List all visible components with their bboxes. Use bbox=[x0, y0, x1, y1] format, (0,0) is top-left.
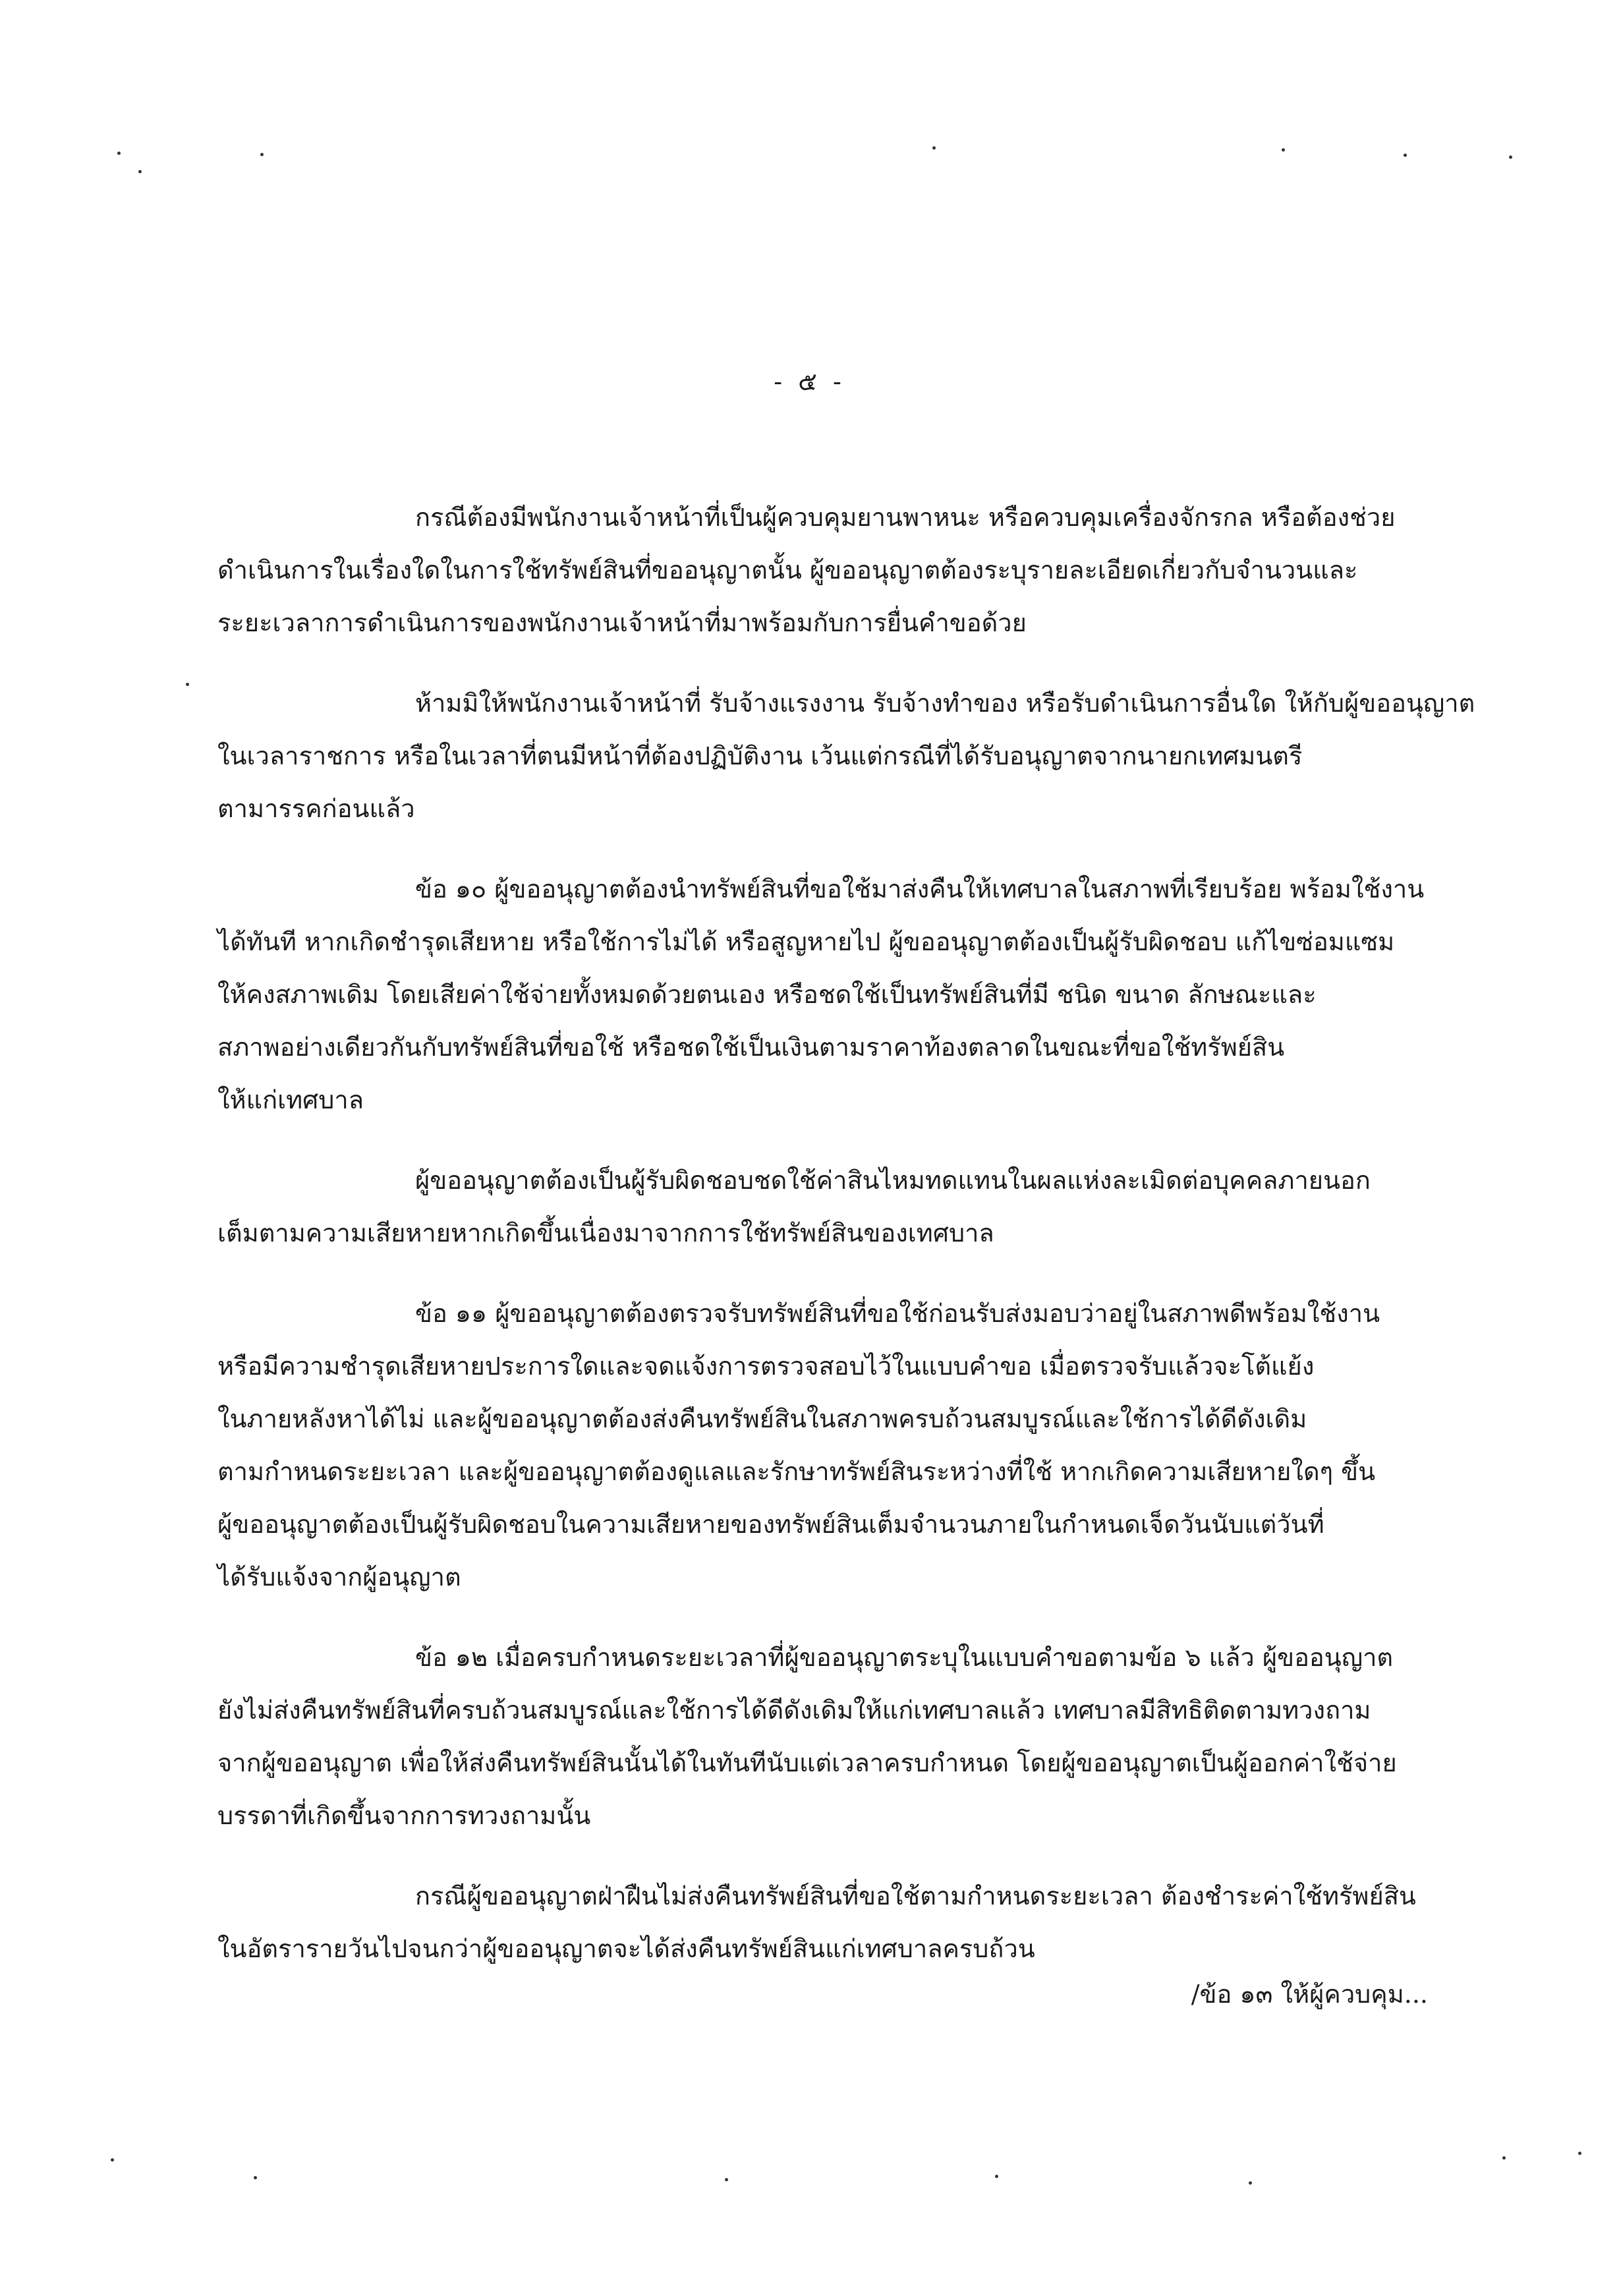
scan-speck bbox=[254, 2176, 257, 2179]
text-line: หรือมีความชำรุดเสียหายประการใดและจดแจ้งการตรวจสอบไว้ในแบบคำขอ เมื่อตรวจรับแล้วจะโต้แย้ง bbox=[217, 1352, 1315, 1381]
text-line: ยังไม่ส่งคืนทรัพย์สินที่ครบถ้วนสมบูรณ์และใช้การได้ดีดังเดิมให้แก่เทศบาลแล้ว เทศบาลมีสิทธิติดตามทวงถาม bbox=[217, 1696, 1371, 1725]
scan-speck bbox=[1578, 2152, 1581, 2155]
text-line: ข้อ ๑๐ ผู้ขออนุญาตต้องนำทรัพย์สินที่ขอใช้มาส่งคืนให้เทศบาลในสภาพที่เรียบร้อย พร้อมใช้งาน bbox=[415, 875, 1425, 904]
scan-speck bbox=[1404, 154, 1407, 157]
scan-speck bbox=[725, 2178, 728, 2181]
page-number: - ๕ - bbox=[774, 367, 845, 396]
text-line: จากผู้ขออนุญาต เพื่อให้ส่งคืนทรัพย์สินนั้นได้ในทันทีนับแต่เวลาครบกำหนด โดยผู้ขออนุญาตเป็นผู้ออกค่าใช้จ่าย bbox=[217, 1748, 1397, 1777]
scan-speck bbox=[260, 153, 264, 156]
text-line: ข้อ ๑๑ ผู้ขออนุญาตต้องตรวจรับทรัพย์สินที่ขอใช้ก่อนรับส่งมอบว่าอยู่ในสภาพดีพร้อมใช้งาน bbox=[415, 1299, 1380, 1328]
paragraph-officer-operator bbox=[217, 491, 1443, 649]
scan-speck bbox=[111, 2158, 114, 2162]
text-line: ในเวลาราชการ หรือในเวลาที่ตนมีหน้าที่ต้องปฏิบัติงาน เว้นแต่กรณีที่ได้รับอนุญาตจากนายกเทศมนตรี bbox=[217, 741, 1303, 770]
paragraph-clause-10 bbox=[217, 863, 1443, 1126]
scan-speck bbox=[932, 146, 936, 150]
text-line: ให้แก่เทศบาล bbox=[217, 1085, 364, 1114]
text-line: สภาพอย่างเดียวกันกับทรัพย์สินที่ขอใช้ หรือชดใช้เป็นเงินตามราคาท้องตลาดในขณะที่ขอใช้ทรัพย์สิน bbox=[217, 1033, 1285, 1062]
text-line: ผู้ขออนุญาตต้องเป็นผู้รับผิดชอบชดใช้ค่าสินไหมทดแทนในผลแห่งละเมิดต่อบุคคลภายนอก bbox=[415, 1166, 1371, 1195]
scan-speck bbox=[1509, 156, 1512, 159]
text-line: ในภายหลังหาได้ไม่ และผู้ขออนุญาตต้องส่งคืนทรัพย์สินในสภาพครบถ้วนสมบูรณ์และใช้การได้ดีดังเดิม bbox=[217, 1404, 1307, 1433]
scan-speck bbox=[1502, 2156, 1506, 2160]
text-line: ผู้ขออนุญาตต้องเป็นผู้รับผิดชอบในความเสียหายของทรัพย์สินเต็มจำนวนภายในกำหนดเจ็ดวันนับแต่วันที่ bbox=[217, 1510, 1324, 1539]
text-line: ได้ทันที หากเกิดชำรุดเสียหาย หรือใช้การไม่ได้ หรือสูญหายไป ผู้ขออนุญาตต้องเป็นผู้รับผิดชอบ แก้ไขซ่อมแซม bbox=[217, 927, 1395, 956]
text-line: กรณีต้องมีพนักงานเจ้าหน้าที่เป็นผู้ควบคุมยานพาหนะ หรือควบคุมเครื่องจักรกล หรือต้องช่วย bbox=[415, 503, 1396, 532]
paragraph-liability bbox=[217, 1154, 1443, 1259]
text-line: กรณีผู้ขออนุญาตฝ่าฝืนไม่ส่งคืนทรัพย์สินที่ขอใช้ตามกำหนดระยะเวลา ต้องชำระค่าใช้ทรัพย์สิน bbox=[415, 1881, 1416, 1910]
paragraph-officer-prohibition bbox=[217, 677, 1475, 835]
text-line: ข้อ ๑๒ เมื่อครบกำหนดระยะเวลาที่ผู้ขออนุญาตระบุในแบบคำขอตามข้อ ๖ แล้ว ผู้ขออนุญาต bbox=[415, 1643, 1394, 1672]
scan-speck bbox=[186, 683, 189, 686]
document-body bbox=[217, 491, 1475, 2003]
paragraph-late-return bbox=[217, 1870, 1443, 1975]
text-line: ดำเนินการในเรื่องใดในการใช้ทรัพย์สินที่ขออนุญาตนั้น ผู้ขออนุญาตต้องระบุรายละเอียดเกี่ยวกับจำนวนและ bbox=[217, 556, 1358, 585]
text-line: ตามารรคก่อนแล้ว bbox=[217, 794, 415, 823]
scan-speck bbox=[117, 152, 121, 155]
paragraph-clause-11 bbox=[217, 1287, 1443, 1603]
scan-speck bbox=[995, 2175, 998, 2178]
paragraph-clause-12 bbox=[217, 1631, 1443, 1842]
scan-speck bbox=[138, 170, 142, 173]
text-line: เต็มตามความเสียหายหากเกิดขึ้นเนื่องมาจากการใช้ทรัพย์สินของเทศบาล bbox=[217, 1219, 994, 1248]
text-line: ห้ามมิให้พนักงานเจ้าหน้าที่ รับจ้างแรงงาน รับจ้างทำของ หรือรับดำเนินการอื่นใด ให้กับผู้ขออนุญาต bbox=[415, 689, 1475, 718]
continuation-note: /ข้อ ๑๓ ให้ผู้ควบคุม... bbox=[1191, 1980, 1428, 2009]
text-line: บรรดาที่เกิดขึ้นจากการทวงถามนั้น bbox=[217, 1801, 591, 1830]
scan-speck bbox=[1249, 2181, 1252, 2185]
scan-speck bbox=[1282, 148, 1285, 152]
text-line: ในอัตรารายวันไปจนกว่าผู้ขออนุญาตจะได้ส่งคืนทรัพย์สินแก่เทศบาลครบถ้วน bbox=[217, 1934, 1035, 1963]
text-line: ให้คงสภาพเดิม โดยเสียค่าใช้จ่ายทั้งหมดด้วยตนเอง หรือชดใช้เป็นทรัพย์สินที่มี ชนิด ขนาด ลักษณะและ bbox=[217, 980, 1317, 1009]
text-line: ตามกำหนดระยะเวลา และผู้ขออนุญาตต้องดูแลและรักษาทรัพย์สินระหว่างที่ใช้ หากเกิดความเสียหายใดๆ ขึ้น bbox=[217, 1457, 1376, 1486]
text-line: ระยะเวลาการดำเนินการของพนักงานเจ้าหน้าที่มาพร้อมกับการยื่นคำขอด้วย bbox=[217, 608, 1027, 637]
text-line: ได้รับแจ้งจากผู้อนุญาต bbox=[217, 1563, 461, 1592]
